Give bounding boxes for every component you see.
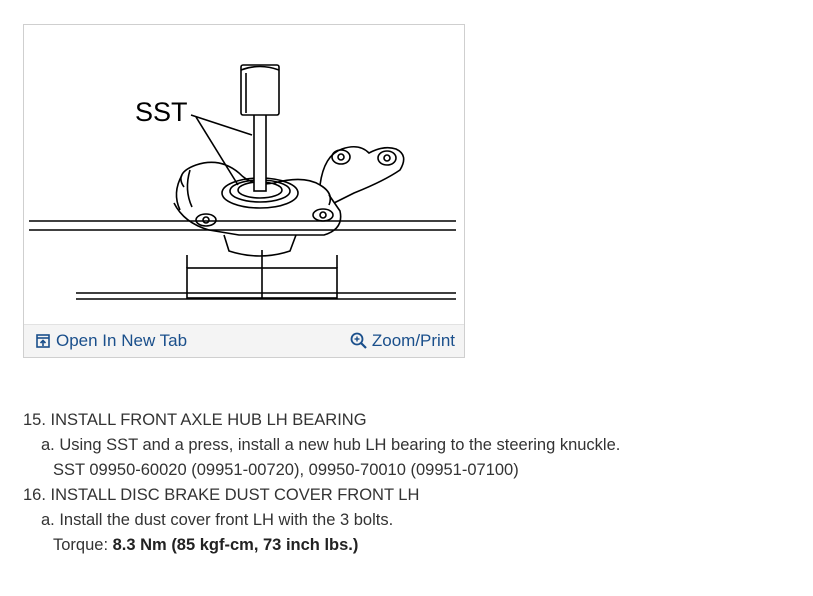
open-in-new-tab-label: Open In New Tab — [56, 331, 188, 350]
step-15-sst-numbers: SST 09950-60020 (09951-00720), 09950-70010 (09951-07100) — [53, 461, 519, 479]
illustration-panel — [23, 24, 465, 358]
open-in-new-tab-icon — [36, 334, 50, 348]
illustration-toolbar — [24, 324, 464, 357]
zoom-print-label: Zoom/Print — [371, 331, 455, 350]
step-15a: a. Using SST and a press, install a new hub LH bearing to the steering knuckle. — [41, 436, 621, 454]
step-15-title: 15. INSTALL FRONT AXLE HUB LH BEARING — [23, 411, 367, 429]
callout-label-sst: SST — [135, 97, 188, 127]
torque-spec — [23, 533, 620, 558]
torque-label: Torque: — [53, 536, 113, 554]
torque-value: 8.3 Nm (85 kgf-cm, 73 inch lbs.) — [112, 536, 359, 554]
instruction-steps — [23, 408, 620, 558]
zoom-icon — [350, 332, 368, 350]
step-16a: a. Install the dust cover front LH with the 3 bolts. — [41, 511, 394, 529]
bearing-install-diagram — [24, 25, 466, 325]
open-in-new-tab-link[interactable] — [36, 331, 187, 351]
zoom-print-link[interactable] — [350, 331, 455, 351]
step-16-title: 16. INSTALL DISC BRAKE DUST COVER FRONT LH — [23, 486, 420, 504]
